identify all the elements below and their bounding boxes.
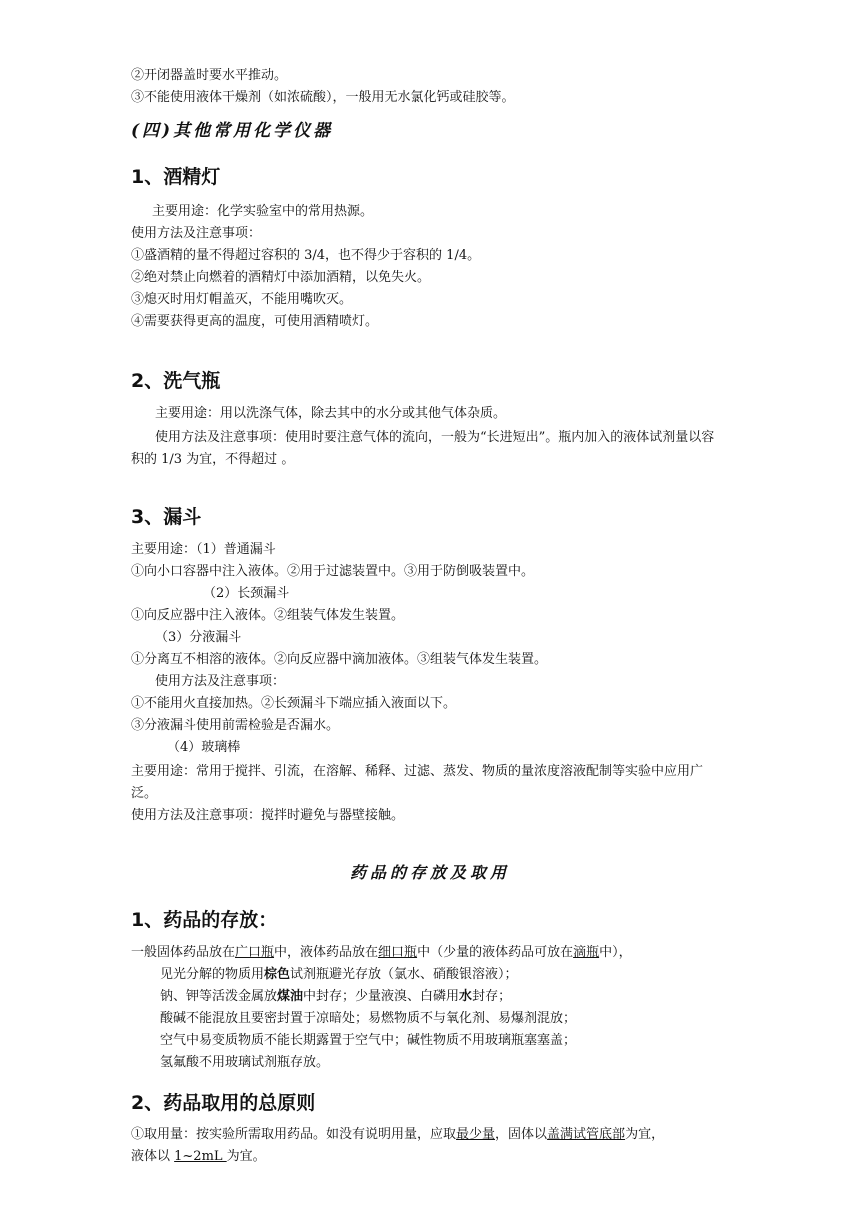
underlined-term: 盖满试管底部 (547, 1127, 626, 1142)
underlined-term: 广口瓶 (235, 945, 275, 960)
text-line: （4）玻璃棒 (167, 740, 241, 755)
underlined-term: 细口瓶 (378, 945, 418, 960)
list-item: ①盛酒精的量不得超过容积的 3/4，也不得少于容积的 1/4。 (131, 248, 481, 263)
text-line: 使用方法及注意事项： (131, 226, 262, 241)
underlined-term: 滴瓶 (573, 945, 600, 960)
text-line: 液体以 1~2mL 为宜。 (131, 1149, 266, 1164)
text-line: ①不能用火直接加热。②长颈漏斗下端应插入液面以下。 (131, 696, 457, 711)
text-line: ③不能使用液体干燥剂（如浓硫酸），一般用无水氯化钙或硅胶等。 (131, 90, 515, 105)
text-line: 主要用途：化学实验室中的常用热源。 (152, 204, 374, 219)
list-item: ③熄灭时用灯帽盖灭，不能用嘴吹灭。 (131, 292, 353, 307)
text-line: 积的 1/3 为宜，不得超过 。 (131, 452, 295, 467)
heading-principles: 2、药品取用的总原则 (131, 1092, 316, 1114)
text-line: （3）分液漏斗 (155, 630, 242, 645)
list-item: ②绝对禁止向燃着的酒精灯中添加酒精，以免失火。 (131, 270, 431, 285)
text-line: 主要用途：（1）普通漏斗 (131, 542, 276, 557)
heading-funnel: 3、漏斗 (131, 506, 202, 528)
heading-storage: 1、药品的存放： (131, 909, 278, 931)
text-line: 使用方法及注意事项：搅拌时避免与器壁接触。 (131, 808, 405, 823)
text-line: 泛。 (131, 786, 158, 801)
text-line: 使用方法及注意事项： (155, 674, 286, 689)
heading-gas-washing-bottle: 2、洗气瓶 (131, 370, 221, 392)
bold-term: 煤油 (277, 989, 304, 1004)
text-line: ①向反应器中注入液体。②组装气体发生装置。 (131, 608, 405, 623)
text-line: 使用方法及注意事项：使用时要注意气体的流向，一般为“长进短出”。瓶内加入的液体试剂量以容 (155, 430, 715, 445)
heading-alcohol-lamp: 1、酒精灯 (131, 166, 221, 188)
text-line: ①向小口容器中注入液体。②用于过滤装置中。③用于防倒吸装置中。 (131, 564, 535, 579)
underlined-term: 1~2mL (174, 1149, 227, 1164)
text-line: 一般固体药品放在广口瓶中，液体药品放在细口瓶中（少量的液体药品可放在滴瓶中）， (131, 945, 632, 960)
bold-term: 棕色 (264, 967, 291, 982)
bold-term: 水 (459, 989, 473, 1004)
text-line: 空气中易变质物质不能长期露置于空气中；碱性物质不用玻璃瓶塞塞盖； (160, 1033, 577, 1048)
underlined-term: 最少量 (456, 1127, 496, 1142)
chapter-title: 药品的存放及取用 (349, 863, 510, 882)
text-line: ①取用量：按实验所需取用药品。如没有说明用量，应取最少量，固体以盖满试管底部为宜， (131, 1127, 665, 1142)
list-item: ④需要获得更高的温度，可使用酒精喷灯。 (131, 314, 379, 329)
text-line: 酸碱不能混放且要密封置于凉暗处；易燃物质不与氧化剂、易爆剂混放； (160, 1011, 577, 1026)
text-line: 主要用途：常用于搅拌、引流，在溶解、稀释、过滤、蒸发、物质的量浓度溶液配制等实验中应用广 (131, 764, 704, 779)
text-line: ②开闭器盖时要水平推动。 (131, 68, 288, 83)
text-line: 主要用途：用以洗涤气体，除去其中的水分或其他气体杂质。 (155, 406, 507, 421)
text-line: 氢氟酸不用玻璃试剂瓶存放。 (160, 1055, 330, 1070)
text-line: ③分液漏斗使用前需检验是否漏水。 (131, 718, 340, 733)
text-line: （2）长颈漏斗 (203, 586, 290, 601)
text-line: 钠、钾等活泼金属放煤油中封存；少量液溴、白磷用水封存； (160, 989, 512, 1004)
text-line: ①分离互不相溶的液体。②向反应器中滴加液体。③组装气体发生装置。 (131, 652, 548, 667)
section-heading: (四)其他常用化学仪器 (131, 121, 334, 141)
text-line: 见光分解的物质用棕色试剂瓶避光存放（氯水、硝酸银溶液）； (160, 967, 518, 982)
